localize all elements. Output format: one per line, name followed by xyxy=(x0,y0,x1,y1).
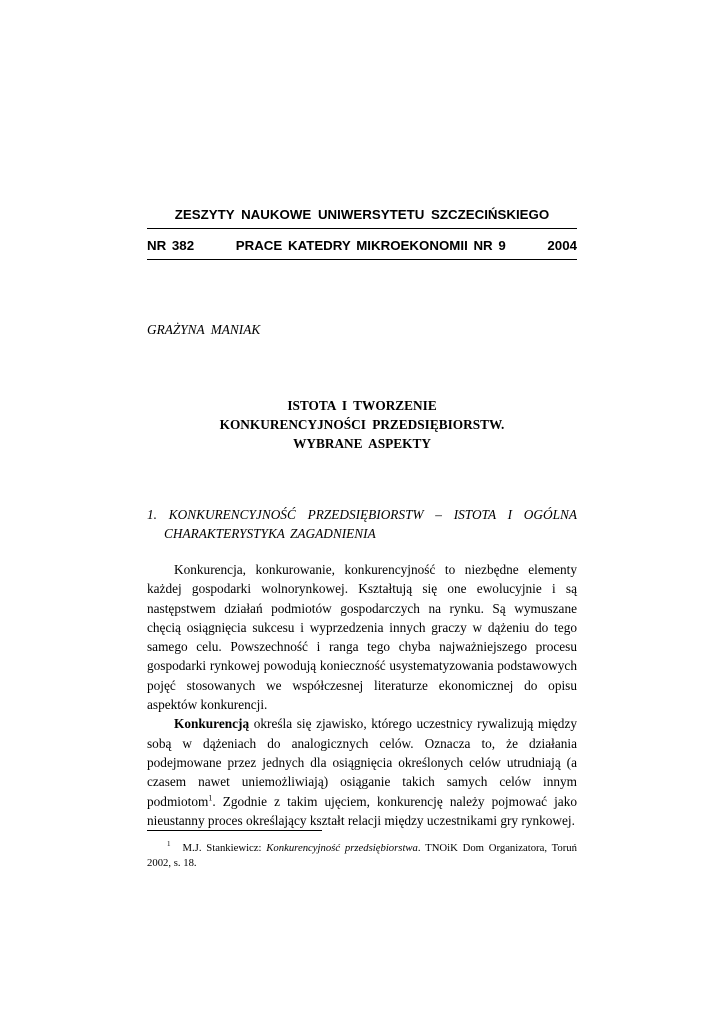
series-name: PRACE KATEDRY MIKROEKONOMII NR 9 xyxy=(235,238,506,253)
article-title xyxy=(147,396,577,453)
footnote-separator xyxy=(147,830,322,831)
body-text xyxy=(147,560,577,830)
footnote-book-title: Konkurencyjność przedsiębiorstwa xyxy=(266,842,418,854)
section-heading xyxy=(147,505,577,543)
footnote-author: M.J. Stankiewicz: xyxy=(182,842,267,854)
footnote xyxy=(147,841,577,871)
section-heading-line-2: CHARAKTERYSTYKA ZAGADNIENIA xyxy=(164,526,376,541)
footnote-mark: 1 xyxy=(167,840,171,849)
paragraph-1: Konkurencja, konkurowanie, konkurencyjność to niezbędne elementy każdej gospodarki wolnorynkowej. Kształtują się one ewolucyjnie i są następstwem działań podmiotów gospodarczych na rynku. Są wymuszane chęcią osiągnięcia sukcesu i wyprzedzenia innych graczy w dążeniu do tego samego celu. Powszechność i ranga tego chyba najważniejszego procesu gospodarki rynkowej powodują konieczność usystematyzowania podstawowych pojęć stosowanych we współczesnej literaturze ekonomicznej do opisu aspektów konkurencji. xyxy=(147,562,577,713)
article-title-line-3: WYBRANE ASPEKTY xyxy=(293,436,431,451)
journal-title: ZESZYTY NAUKOWE UNIWERSYTETU SZCZECIŃSKIEGO xyxy=(147,206,577,229)
article-title-line-2: KONKURENCYJNOŚCI PRZEDSIĘBIORSTW. xyxy=(219,417,505,432)
author-name: GRAŻYNA MANIAK xyxy=(147,322,261,337)
article-title-line-1: ISTOTA I TWORZENIE xyxy=(287,398,437,413)
paragraph-2 xyxy=(147,714,577,830)
paragraph-2-text-b: . Zgodnie z takim ujęciem, konkurencję należy pojmować jako nieustanny proces określający kształt relacji między uczestnikami gry rynkowej. xyxy=(147,793,577,828)
footnote-details: . TNOiK Dom Organizatora, Toruń 2002, s. 18. xyxy=(147,842,577,869)
footnote-reference[interactable]: 1 xyxy=(208,793,213,803)
journal-meta-line xyxy=(147,237,577,260)
issue-number: NR 382 xyxy=(147,238,195,253)
paragraph-2-text-a: określa się zjawisko, którego uczestnicy rywalizują między sobą w dążeniach do analogicznych celów. Oznacza to, że działania podejmowane przez jednych dla osiągnięcia określonych celów utrudniają (a czasem nawet uniemożliwiają) osiąganie takich samych celów innym podmiotom xyxy=(147,716,577,809)
publication-year: 2004 xyxy=(547,238,577,253)
journal-header xyxy=(147,206,577,260)
section-heading-line-1: 1. KONKURENCYJNOŚĆ PRZEDSIĘBIORSTW – ISTOTA I OGÓLNA xyxy=(147,507,577,522)
term-konkurencja: Konkurencją xyxy=(174,716,250,732)
